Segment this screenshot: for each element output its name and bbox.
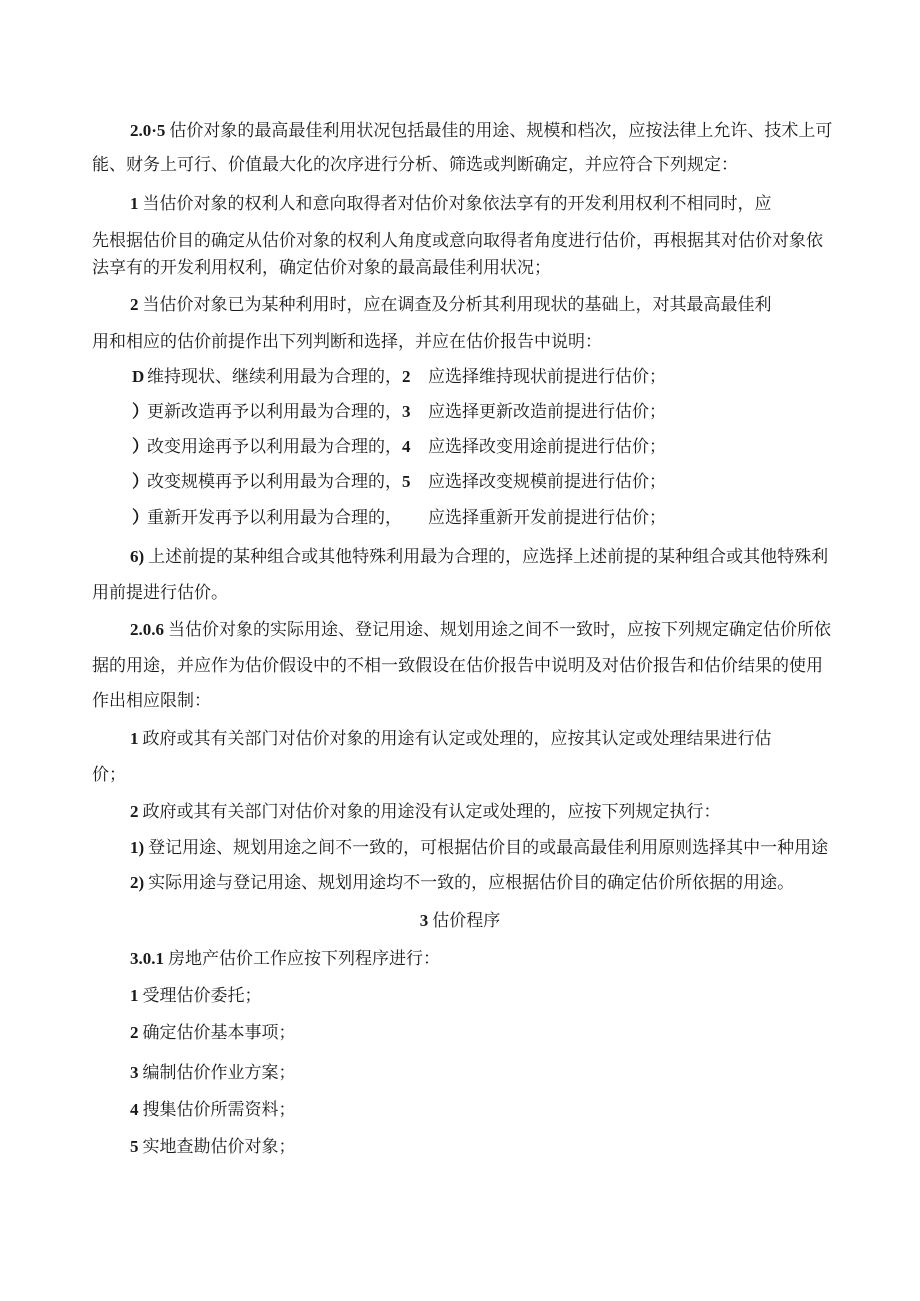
step-number: 2 — [130, 1023, 139, 1042]
step-1 — [130, 985, 262, 1007]
option-right-text: 应选择改变用途前提进行估价； — [428, 437, 666, 457]
section-2-0-6-line1 — [130, 619, 831, 641]
step-text: 受理估价委托； — [142, 986, 262, 1006]
item-number: 1 — [130, 194, 139, 213]
option-mid-number: 4 — [402, 437, 411, 456]
step-4 — [130, 1099, 296, 1121]
section-3-0-1 — [130, 948, 440, 970]
item-1-line1 — [130, 193, 772, 215]
option-right-text: 应选择重新开发前提进行估价； — [428, 508, 666, 528]
item-number: 6) — [130, 547, 145, 566]
item-2-line2: 用和相应的估价前提作出下列判断和选择，并应在估价报告中说明： — [92, 332, 602, 352]
item-number: 2 — [130, 295, 139, 314]
item-text: 当估价对象的权利人和意向取得者对估价对象依法享有的开发利用权利不相同时，应 — [142, 194, 772, 214]
section-2-0-5-line1 — [130, 120, 833, 142]
chapter-heading — [0, 910, 920, 932]
step-2 — [130, 1022, 296, 1044]
chapter-number: 3 — [419, 911, 429, 930]
s206-item-2-line1 — [130, 801, 721, 823]
item-6-line2: 用前提进行估价。 — [92, 583, 228, 603]
sub-text: 登记用途、规划用途之间不一致的，可根据估价目的或最高最佳利用原则选择其中一种用途 — [148, 838, 829, 858]
step-number: 4 — [130, 1100, 139, 1119]
option-left-text: 更新改造再予以利用最为合理的， — [147, 402, 402, 422]
option-left-text: 重新开发再予以利用最为合理的， — [147, 508, 402, 528]
step-number: 3 — [130, 1063, 139, 1082]
option-right-text: 应选择改变规模前提进行估价； — [428, 472, 666, 492]
option-mid-number: 3 — [402, 402, 411, 421]
item-1-line2: 先根据估价目的确定从估价对象的权利人角度或意向取得者角度进行估价，再根据其对估价对象依 — [92, 231, 823, 251]
option-mid-number: 2 — [402, 367, 411, 386]
step-text: 确定估价基本事项； — [142, 1023, 296, 1043]
item-text: 上述前提的某种组合或其他特殊利用最为合理的，应选择上述前提的某种组合或其他特殊利 — [148, 547, 829, 567]
section-number: 2.0·5 — [130, 121, 166, 140]
s206-item-1-line2: 价； — [92, 765, 126, 785]
item-number: 1 — [130, 729, 139, 748]
section-2-0-6-line3: 作出相应限制： — [92, 691, 211, 711]
item-6-line1 — [130, 546, 828, 568]
option-marker: ） — [132, 472, 149, 491]
section-number: 2.0.6 — [130, 620, 164, 639]
sub-number: 1) — [130, 838, 145, 857]
option-left-text: 改变用途再予以利用最为合理的， — [147, 437, 402, 457]
option-marker: ） — [132, 437, 149, 456]
option-right-text: 应选择更新改造前提进行估价； — [428, 402, 666, 422]
sub-number: 2) — [130, 873, 145, 892]
option-left-text: 维持现状、继续利用最为合理的， — [147, 367, 402, 387]
s206-sub-1 — [130, 837, 828, 859]
option-right-text: 应选择维持现状前提进行估价； — [428, 367, 666, 387]
option-left-text: 改变规模再予以利用最为合理的， — [147, 472, 402, 492]
item-text: 政府或其有关部门对估价对象的用途没有认定或处理的，应按下列规定执行： — [142, 802, 721, 822]
step-5 — [130, 1136, 296, 1158]
section-2-0-5-line2: 能、财务上可行、价值最大化的次序进行分析、筛选或判断确定，并应符合下列规定： — [92, 155, 738, 175]
item-text: 政府或其有关部门对估价对象的用途有认定或处理的，应按其认定或处理结果进行估 — [142, 729, 772, 749]
s206-item-1-line1 — [130, 728, 772, 750]
option-marker: ） — [132, 508, 149, 527]
section-text: 当估价对象的实际用途、登记用途、规划用途之间不一致时，应按下列规定确定估价所依 — [168, 620, 831, 640]
item-number: 2 — [130, 802, 139, 821]
option-mid-number: 5 — [402, 472, 411, 491]
option-marker: ） — [132, 402, 149, 421]
section-text: 估价对象的最高最佳利用状况包括最佳的用途、规模和档次，应按法律上允许、技术上可 — [169, 121, 833, 141]
section-text: 房地产估价工作应按下列程序进行： — [168, 949, 440, 969]
step-text: 搜集估价所需资料； — [142, 1100, 296, 1120]
step-text: 编制估价作业方案； — [142, 1063, 296, 1083]
chapter-title: 估价程序 — [432, 911, 501, 931]
s206-sub-2 — [130, 872, 794, 894]
section-2-0-6-line2: 据的用途，并应作为估价假设中的不相一致假设在估价报告中说明及对估价报告和估价结果的使用 — [92, 656, 823, 676]
step-number: 1 — [130, 986, 139, 1005]
step-text: 实地查勘估价对象； — [142, 1137, 296, 1157]
step-number: 5 — [130, 1137, 139, 1156]
section-number: 3.0.1 — [130, 949, 164, 968]
item-text: 当估价对象已为某种利用时，应在调查及分析其利用现状的基础上，对其最高最佳利 — [142, 295, 772, 315]
item-2-line1 — [130, 294, 772, 316]
step-3 — [130, 1062, 296, 1084]
option-marker: D — [132, 367, 145, 386]
sub-text: 实际用途与登记用途、规划用途均不一致的，应根据估价目的确定估价所依据的用途。 — [148, 873, 795, 893]
item-1-line3: 法享有的开发利用权利，确定估价对象的最高最佳利用状况； — [92, 258, 551, 278]
